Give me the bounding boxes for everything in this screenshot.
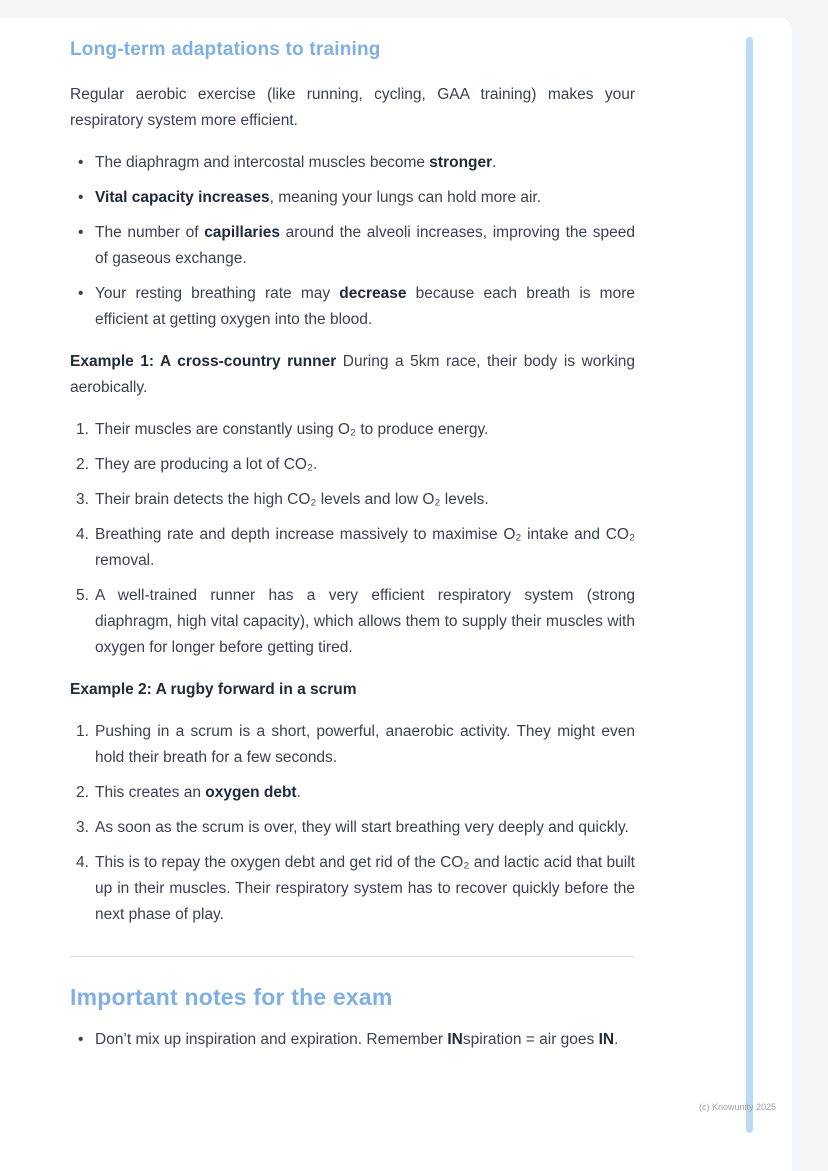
text-segment: A well-trained runner has a very efficient respiratory system (strong diaphragm, high vital capacity), which allows them to supply their muscles with oxygen for longer before getting tired. (95, 587, 635, 656)
list-item-text (95, 850, 635, 928)
text-segment: The diaphragm and intercostal muscles become (95, 154, 430, 171)
numbered-list (70, 719, 635, 928)
list-item-text (95, 220, 635, 272)
list-item-text (95, 417, 635, 443)
text-segment: around the alveoli increases, improving the speed of gaseous exchange. (95, 224, 636, 267)
bullet-marker: • (78, 154, 84, 171)
number-marker: 2. (76, 784, 89, 801)
bullet-list (70, 150, 635, 333)
number-marker: 2. (76, 456, 89, 473)
section-heading: Long-term adaptations to training (70, 39, 381, 60)
copyright-footer: (c) Knowunity 2025 (698, 1102, 776, 1112)
text-segment: This creates an (95, 784, 206, 801)
text-segment: Regular aerobic exercise (like running, cycling, GAA training) makes your respiratory system more efficient. (70, 86, 635, 129)
text-segment: They are producing a lot of CO₂. (95, 456, 318, 473)
list-item (70, 850, 635, 928)
list-item (70, 583, 635, 661)
bullet-marker: • (78, 224, 84, 241)
list-item (70, 417, 635, 443)
text-segment: Breathing rate and depth increase massively to maximise O₂ intake and CO₂ removal. (95, 526, 635, 569)
text-segment: Your resting breathing rate may (95, 285, 340, 302)
bold-text: stronger (429, 154, 493, 171)
bullet-marker: • (78, 285, 84, 302)
list-item (70, 281, 635, 333)
text-segment: . (614, 1031, 619, 1048)
text-segment: . (296, 784, 301, 801)
list-item (70, 1027, 635, 1053)
list-item (70, 522, 635, 574)
bold-text: capillaries (204, 224, 281, 241)
section-heading: Important notes for the exam (70, 984, 393, 1010)
text-segment: Their brain detects the high CO₂ levels and low O₂ levels. (95, 491, 489, 508)
bold-text: Example 2: A rugby forward in a scrum (70, 681, 357, 698)
text-segment: . (492, 154, 497, 171)
text-segment: , meaning your lungs can hold more air. (269, 189, 542, 206)
scrollbar-thumb[interactable] (746, 37, 753, 1133)
document-page (0, 18, 792, 1171)
bold-text: IN (447, 1031, 463, 1048)
number-marker: 1. (76, 723, 89, 740)
section-divider (70, 956, 635, 957)
text-segment: This is to repay the oxygen debt and get rid of the CO₂ and lactic acid that built up in their muscles. Their respiratory system has to recover quickly before the next phase of play. (95, 854, 635, 923)
list-item-text (95, 281, 635, 333)
paragraph (70, 82, 635, 134)
list-item (70, 150, 635, 176)
list-item (70, 780, 635, 806)
bold-text: decrease (339, 285, 407, 302)
number-marker: 1. (76, 421, 89, 438)
list-item-text (95, 522, 635, 574)
list-item-text (95, 487, 635, 513)
list-item-text (95, 185, 635, 211)
number-marker: 4. (76, 526, 89, 543)
bold-text: Vital capacity increases (95, 189, 270, 206)
list-item-text (95, 452, 635, 478)
list-item (70, 487, 635, 513)
bullet-marker: • (78, 189, 84, 206)
list-item (70, 220, 635, 272)
bullet-list (70, 1027, 635, 1053)
list-item-text (95, 150, 635, 176)
text-segment: because each breath is more efficient at getting oxygen into the blood. (95, 285, 635, 328)
text-segment: Don’t mix up inspiration and expiration. Remember (95, 1031, 448, 1048)
number-marker: 3. (76, 491, 89, 508)
list-item (70, 452, 635, 478)
document-content (0, 18, 635, 1053)
bold-text: oxygen debt (205, 784, 297, 801)
list-item-text (95, 780, 635, 806)
text-segment: spiration = air goes (462, 1031, 599, 1048)
list-item-text (95, 815, 635, 841)
paragraph (70, 349, 635, 401)
list-item-text (95, 583, 635, 661)
number-marker: 4. (76, 854, 89, 871)
text-segment: Their muscles are constantly using O₂ to produce energy. (95, 421, 489, 438)
bold-text: Example 1: A cross-country runner (70, 353, 337, 370)
text-segment: Pushing in a scrum is a short, powerful, anaerobic activity. They might even hold their breath for a few seconds. (95, 723, 635, 766)
numbered-list (70, 417, 635, 661)
number-marker: 3. (76, 819, 89, 836)
list-item (70, 185, 635, 211)
text-segment: During a 5km race, their body is working aerobically. (70, 353, 636, 396)
list-item-text (95, 719, 635, 771)
bold-text: IN (598, 1031, 615, 1048)
bullet-marker: • (78, 1031, 84, 1048)
text-segment: As soon as the scrum is over, they will start breathing very deeply and quickly. (95, 819, 629, 836)
number-marker: 5. (76, 587, 89, 604)
list-item (70, 815, 635, 841)
list-item (70, 719, 635, 771)
list-item-text (95, 1027, 635, 1053)
text-segment: The number of (95, 224, 205, 241)
paragraph (70, 677, 635, 703)
